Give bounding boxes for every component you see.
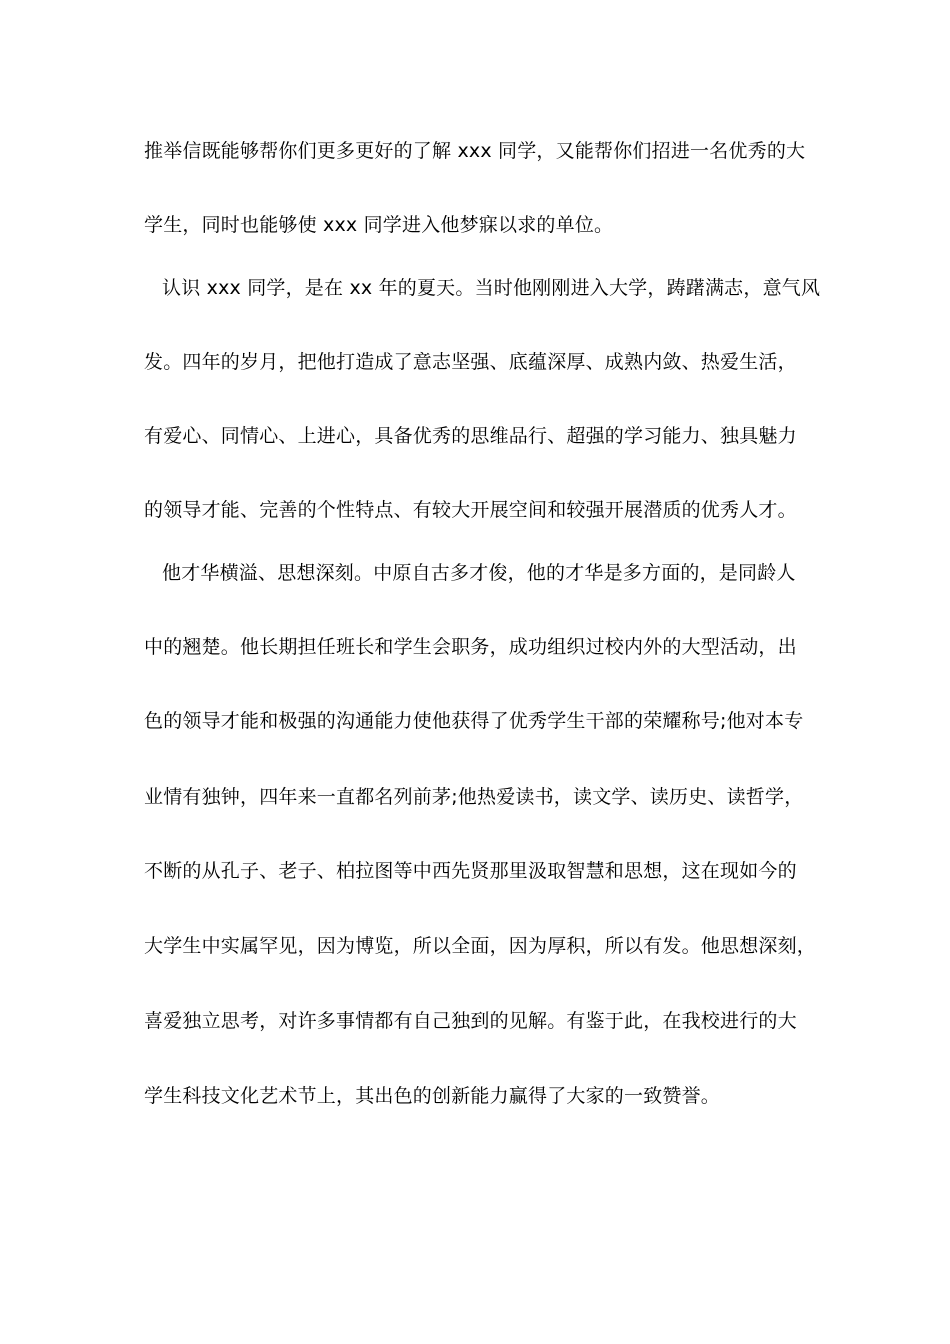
text-line: 学生科技文化艺术节上，其出色的创新能力赢得了大家的一致赞誉。	[144, 1085, 721, 1107]
paragraph-start-line: 认识 xxx 同学，是在 xx 年的夏天。当时他刚刚进入大学，踌躇满志，意气风	[162, 277, 821, 299]
text-line: 发。四年的岁月，把他打造成了意志坚强、底蕴深厚、成熟内敛、热爱生活，	[144, 351, 797, 373]
text-line: 有爱心、同情心、上进心，具备优秀的思维品行、超强的学习能力、独具魅力	[144, 425, 797, 447]
text-line: 的领导才能、完善的个性特点、有较大开展空间和较强开展潜质的优秀人才。	[144, 499, 797, 521]
text-line: 推举信既能够帮你们更多更好的了解 xxx 同学，又能帮你们招进一名优秀的大	[144, 140, 806, 162]
text-line: 中的翘楚。他长期担任班长和学生会职务，成功组织过校内外的大型活动，出	[144, 636, 797, 658]
text-line: 喜爱独立思考，对许多事情都有自己独到的见解。有鉴于此，在我校进行的大	[144, 1010, 797, 1032]
text-line: 色的领导才能和极强的沟通能力使他获得了优秀学生干部的荣耀称号;他对本专	[144, 710, 804, 732]
text-line: 不断的从孔子、老子、柏拉图等中西先贤那里汲取智慧和思想，这在现如今的	[144, 860, 797, 882]
text-line: 业情有独钟，四年来一直都名列前茅;他热爱读书，读文学、读历史、读哲学，	[144, 786, 804, 808]
paragraph-start-line: 他才华横溢、思想深刻。中原自古多才俊，他的才华是多方面的，是同龄人	[162, 562, 796, 584]
text-line: 大学生中实属罕见，因为博览，所以全面，因为厚积，所以有发。他思想深刻，	[144, 935, 817, 957]
text-line: 学生，同时也能够使 xxx 同学进入他梦寐以求的单位。	[144, 214, 614, 236]
